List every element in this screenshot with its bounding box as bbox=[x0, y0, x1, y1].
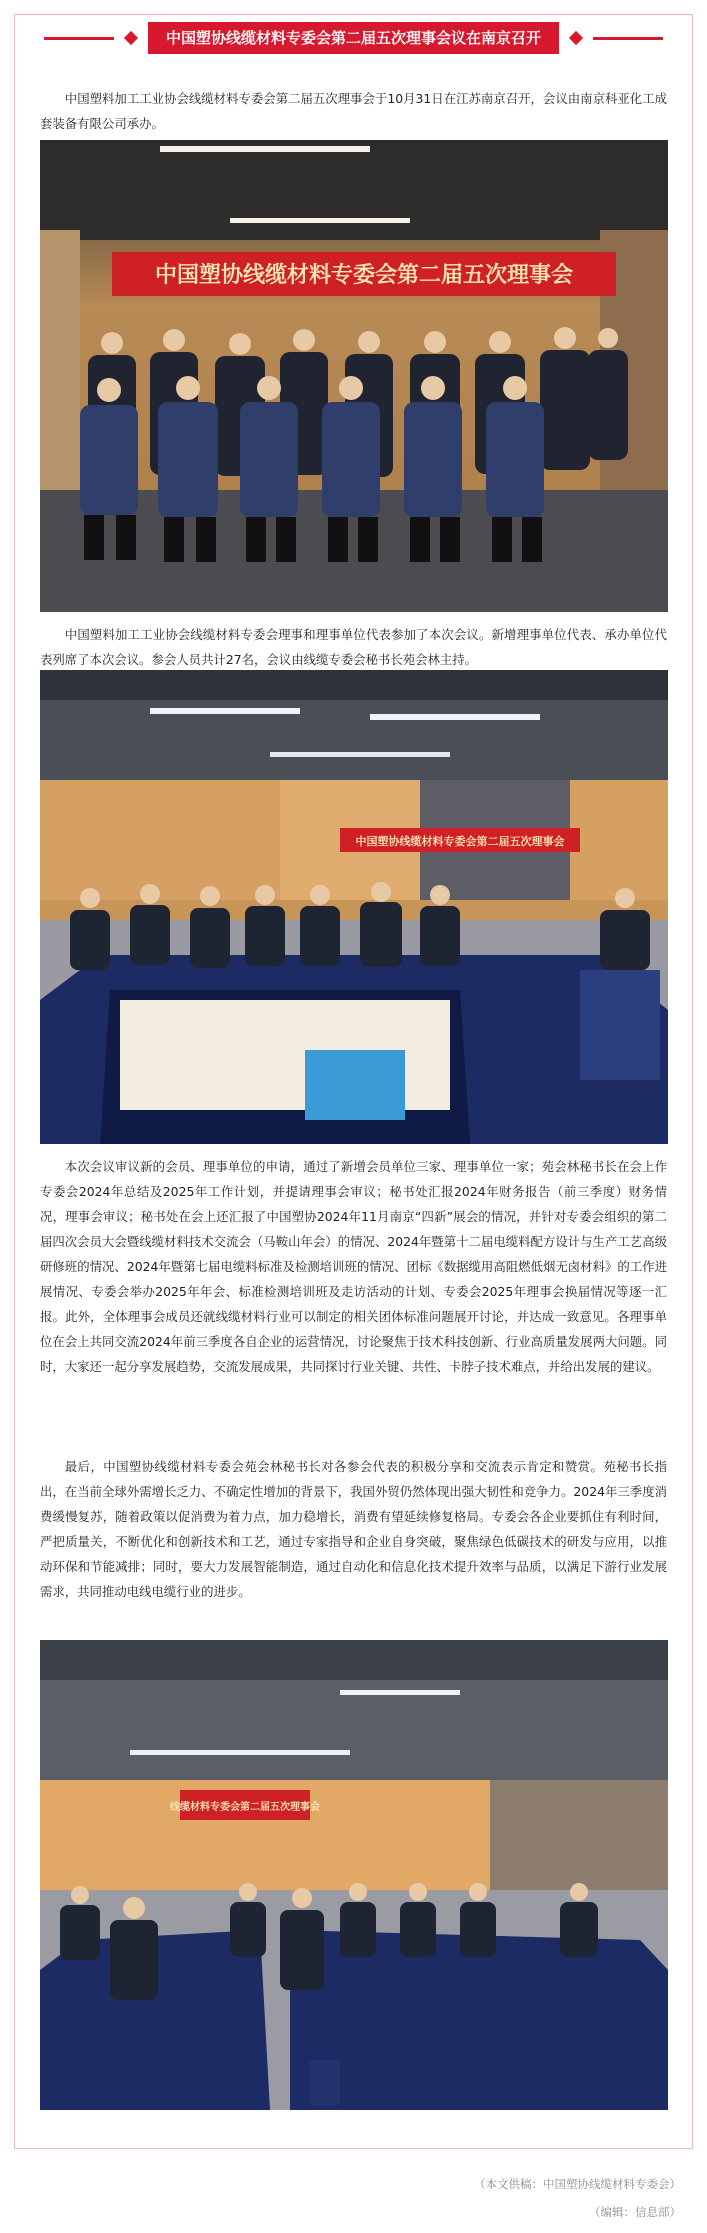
paragraph-closing: 最后，中国塑协线缆材料专委会苑会林秘书长对各参会代表的积极分享和交流表示肯定和赞赏。苑秘书长指出，在当前全球外需增长乏力、不确定性增加的背景下，我国外贸仍然体现出强大韧性和竞争力。2024年三季度消费缓慢复苏，随着政策以促消费为着力点，加力稳增长，消费有望延续修复格局。专委会各企业要抓住有利时间，严把质量关，不断优化和创新技术和工艺，通过专家指导和企业自身突破，聚焦绿色低碳技术的研发与应用，以推动环保和节能减排；同时，要大力发展智能制造，通过自动化和信息化技术提升效率与品质，以满足下游行业发展需求，共同推动电线电缆行业的进步。 bbox=[40, 1459, 667, 1599]
paragraph-attendees: 中国塑料加工工业协会线缆材料专委会理事和理事单位代表参加了本次会议。新增理事单位代表、承办单位代表列席了本次会议。参会人员共计27名，会议由线缆专委会秘书长苑会林主持。 bbox=[40, 627, 667, 667]
paragraph-intro: 中国塑料加工工业协会线缆材料专委会第二届五次理事会于10月31日在江苏南京召开，会议由南京科亚化工成套装备有限公司承办。 bbox=[40, 91, 667, 131]
title-left-rule bbox=[44, 37, 114, 40]
paragraph-agenda: 本次会议审议新的会员、理事单位的申请，通过了新增会员单位三家、理事单位一家；苑会林秘书长在会上作专委会2024年总结及2025年工作计划，并提请理事会审议；秘书处汇报2024年财务报告（前三季度）财务情况，理事会审议；秘书处在会上还汇报了中国塑协2024年11月南京“四新”展会的情况，并针对专委会组织的第二届四次会员大会暨线缆材料技术交流会（马鞍山年会）的情况、2024年暨第十二届电缆料配方设计与生产工艺高级研修班的情况、2024年暨第七届电缆料标准及检测培训班的情况、团标《数据缆用高阻燃低烟无卤材料》的工作进展情况、专委会举办2025年年会、标准检测培训班及走访活动的计划、专委会2025年理事会换届情况等逐一汇报。此外，全体理事会成员还就线缆材料行业可以制定的相关团体标准问题展开讨论，并达成一致意见。各理事单位在会上共同交流2024年前三季度各自企业的运营情况，讨论聚焦于技术科技创新、行业高质量发展两大问题。同时，大家还一起分享发展趋势，交流发展成果，共同探讨行业关键、共性、卡脖子技术难点，并给出发展的建议。 bbox=[40, 1159, 667, 1374]
title-right-rule bbox=[593, 37, 663, 40]
meeting-photo-wide bbox=[40, 1640, 668, 2110]
banner-text-3: 线缆材料专委会第二届五次理事会 bbox=[170, 1802, 320, 1813]
credit-editor: （编辑：信息部） bbox=[589, 2205, 681, 2219]
banner-text: 中国塑协线缆材料专委会第二届五次理事会 bbox=[154, 263, 574, 288]
meeting-photo-voting bbox=[40, 670, 668, 1144]
credit-source: （本文供稿：中国塑协线缆材料专委会） bbox=[474, 2177, 681, 2191]
title-left-diamond-icon bbox=[124, 31, 138, 45]
title-bar bbox=[0, 22, 707, 54]
article-title: 中国塑协线缆材料专委会第二届五次理事会议在南京召开 bbox=[148, 22, 559, 54]
banner-text-2: 中国塑协线缆材料专委会第二届五次理事会 bbox=[355, 835, 565, 848]
group-photo bbox=[40, 140, 668, 612]
title-right-diamond-icon bbox=[569, 31, 583, 45]
